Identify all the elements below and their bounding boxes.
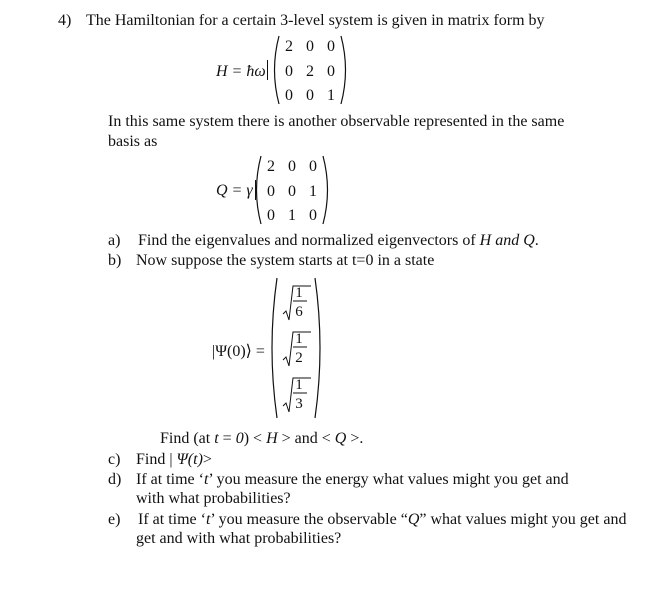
part-c-text: Find | Ψ(t)> [136,451,212,468]
h-matrix [270,34,350,106]
q-matrix-cell: 2 [267,158,275,175]
h-matrix-cell: 0 [306,87,314,104]
part-d-line-2: with what probabilities? [136,490,291,507]
h-matrix-cell: 0 [285,63,293,80]
psi-initial-lhs: |Ψ(0)⟩ = [212,343,265,360]
h-matrix-cell: 2 [306,63,314,80]
part-b-text: Now suppose the system starts at t=0 in a state [136,252,435,269]
psi-numerator: 1 [295,285,303,301]
part-e-line-1: If at time ‘t’ you measure the observable “Q” what values might you get and [138,511,627,528]
h-matrix-cell: 0 [327,63,335,80]
part-b-label: b) [108,252,122,269]
q-matrix [252,154,332,226]
psi-vector [268,276,324,420]
q-matrix-cell: 0 [288,183,296,200]
part-d-line-1: If at time ‘t’ you measure the energy what values might you get and [136,471,569,488]
psi-component-3 [282,376,312,414]
observable-line-2: basis as [108,133,158,150]
psi-radicand: 2 [295,350,303,366]
part-d-label: d) [108,471,122,488]
psi-component-1 [282,284,312,322]
q-matrix-cell: 0 [267,207,275,224]
psi-numerator: 1 [295,331,303,347]
part-c-label: c) [108,451,121,468]
h-matrix-cell: 0 [306,38,314,55]
observable-line-1: In this same system there is another observable represented in the same [108,113,565,130]
psi-component-2 [282,330,312,368]
psi-radicand: 3 [295,396,303,412]
part-e-line-2: get and with what probabilities? [136,530,342,547]
find-expectations: Find (at t = 0) < H > and < Q >. [160,430,364,447]
h-matrix-cell: 1 [327,87,335,104]
q-matrix-cell: 0 [309,207,317,224]
q-matrix-cell: 0 [267,183,275,200]
h-equation-lhs: H = ħω [216,63,266,80]
problem-intro: The Hamiltonian for a certain 3-level system is given in matrix form by [86,12,545,29]
h-matrix-cell: 0 [285,87,293,104]
q-matrix-cell: 1 [309,183,317,200]
h-matrix-divider [267,60,268,80]
q-matrix-cell: 1 [288,207,296,224]
psi-numerator: 1 [295,377,303,393]
h-matrix-cell: 2 [285,38,293,55]
part-a-text: Find the eigenvalues and normalized eigenvectors of H and Q. [138,232,539,249]
part-a-label: a) [108,232,121,249]
part-e-label: e) [108,511,121,528]
q-equation-lhs: Q = γ [216,182,253,199]
q-matrix-divider [255,180,256,200]
problem-number: 4) [58,12,72,29]
q-matrix-cell: 0 [288,158,296,175]
h-matrix-cell: 0 [327,38,335,55]
q-matrix-cell: 0 [309,158,317,175]
psi-radicand: 6 [295,304,303,320]
